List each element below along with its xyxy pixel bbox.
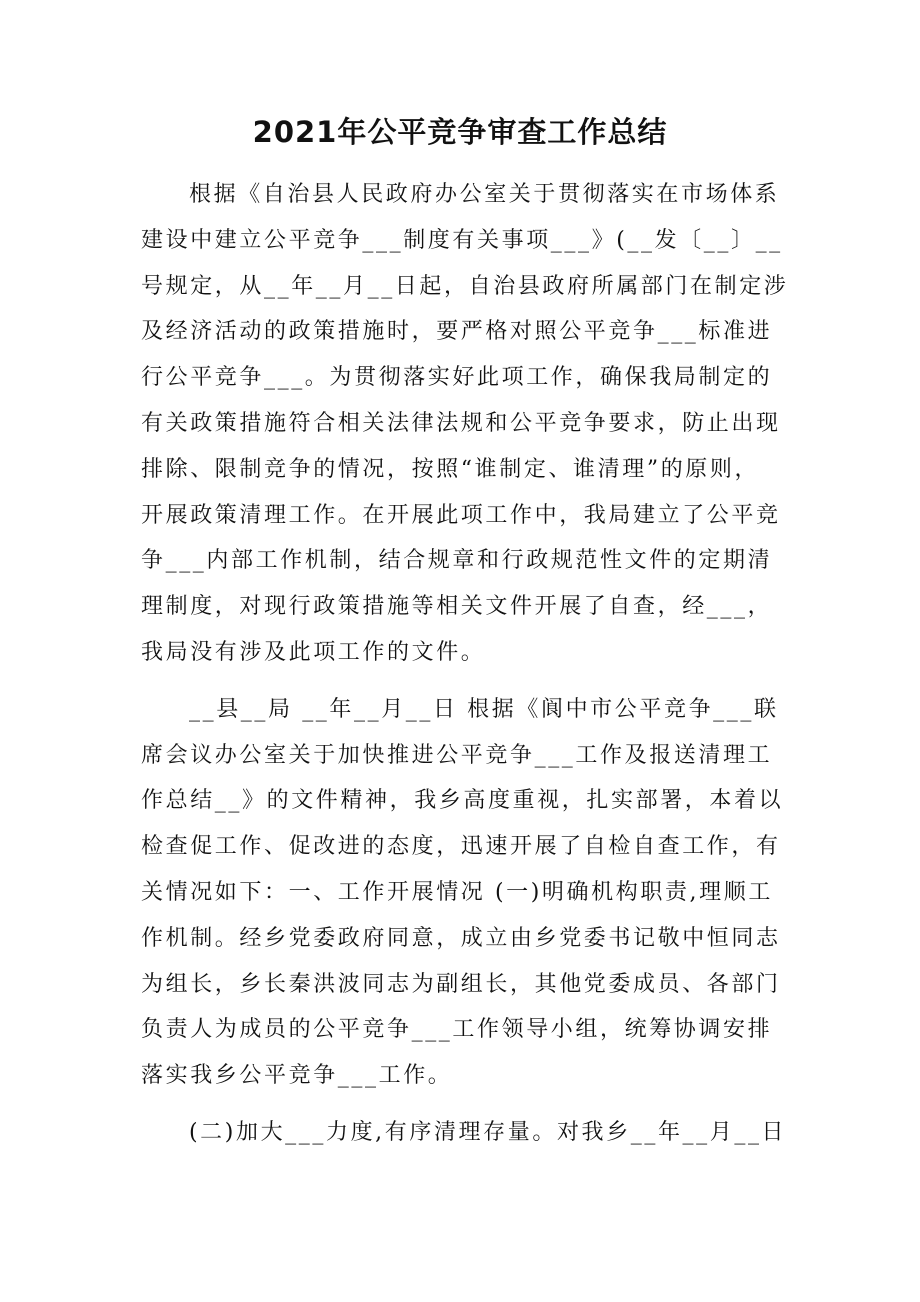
document-title: 2021年公平竞争审查工作总结 <box>252 115 668 149</box>
text-line: 检查促工作、促改进的态度，迅速开展了自检自查工作，有 <box>141 834 781 860</box>
text-line: 我局没有涉及此项工作的文件。 <box>141 639 486 665</box>
document-body <box>141 172 789 1156</box>
text-line: 根据《自治县人民政府办公室关于贯彻落实在市场体系 <box>189 182 780 207</box>
text-line: 有关政策措施符合相关法律法规和公平竞争要求，防止出现 <box>141 410 781 436</box>
text-line: 落实我乡公平竞争___工作。 <box>141 1063 453 1089</box>
text-line: 为组长，乡长秦洪波同志为副组长，其他党委成员、各部门 <box>141 971 781 997</box>
text-line: 开展政策清理工作。在开展此项工作中，我局建立了公平竞 <box>141 502 781 528</box>
text-line: 争___内部工作机制，结合规章和行政规范性文件的定期清 <box>141 548 773 574</box>
paragraph-spacer <box>141 676 781 687</box>
text-line: 排除、限制竞争的情况，按照“谁制定、谁清理”的原则， <box>141 456 760 482</box>
text-line: 席会议办公室关于加快推进公平竞争___工作及报送清理工 <box>141 742 773 768</box>
text-line: 行公平竞争___。为贯彻落实好此项工作，确保我局制定的 <box>141 365 773 391</box>
text-line: 关情况如下：一、工作开展情况 (一)明确机构职责,理顺工 <box>141 879 773 905</box>
text-line: 及经济活动的政策措施时，要严格对照公平竞争___标准进 <box>141 319 773 345</box>
text-line: 作机制。经乡党委政府同意，成立由乡党委书记敬中恒同志 <box>141 925 781 951</box>
text-line: 建设中建立公平竞争___制度有关事项___》(__发〔__〕__ <box>141 227 783 253</box>
text-line: (二)加大___力度,有序清理存量。对我乡__年__月__日 <box>189 1119 787 1145</box>
text-line: 号规定，从__年__月__日起，自治县政府所属部门在制定涉 <box>141 273 789 299</box>
paragraph-1 <box>141 172 789 676</box>
text-line: 负责人为成员的公平竞争___工作领导小组，统筹协调安排 <box>141 1017 773 1043</box>
paragraph-3 <box>141 1110 787 1156</box>
text-line: 理制度，对现行政策措施等相关文件开展了自查，经___， <box>141 594 773 620</box>
text-line: __县__局 __年__月__日 根据《阆中市公平竞争___联 <box>189 696 779 722</box>
paragraph-spacer <box>141 1099 781 1110</box>
text-line: 作总结__》的文件精神，我乡高度重视，扎实部署，本着以 <box>141 788 784 814</box>
paragraph-2 <box>141 687 784 1099</box>
